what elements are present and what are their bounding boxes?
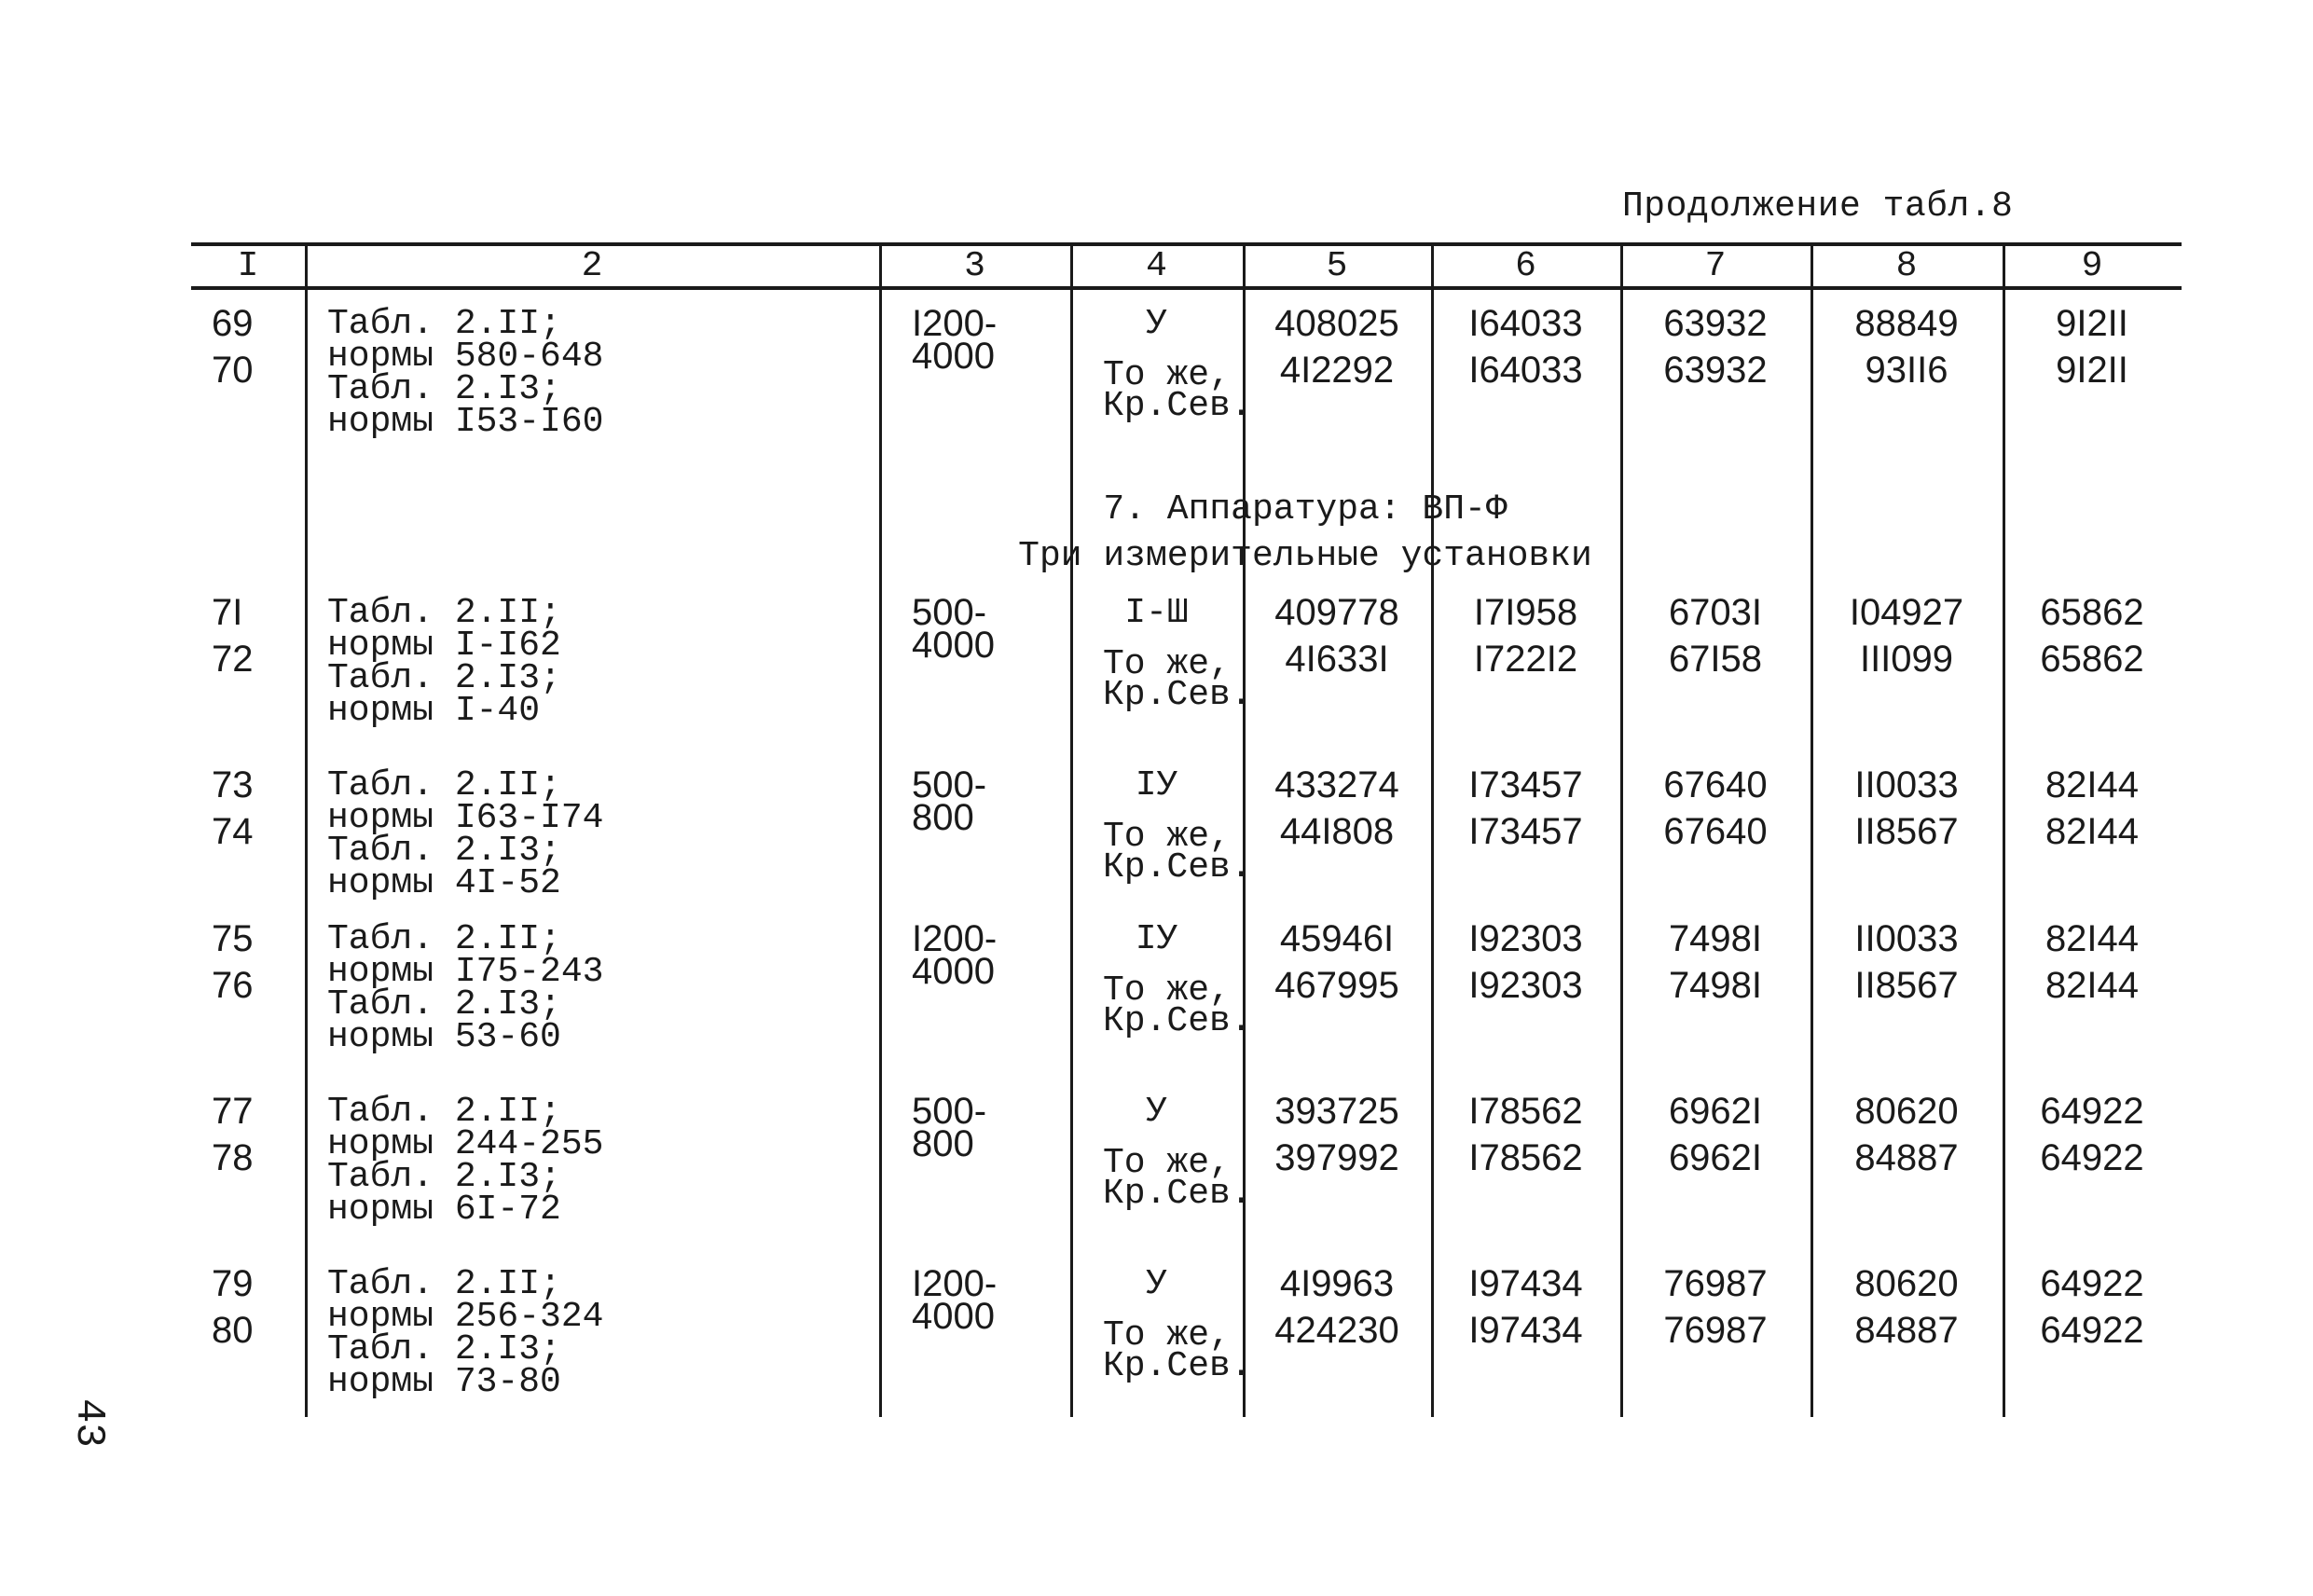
zone-label: То же,: [1103, 1143, 1231, 1183]
section-subtitle: Три измерительные установки: [1018, 536, 1592, 576]
cost-value: I73457: [1468, 811, 1583, 852]
column-divider: [879, 246, 882, 1417]
cost-value: I64033: [1468, 303, 1583, 344]
top-rule: [191, 242, 2182, 246]
cost-value: 6703I: [1668, 592, 1763, 633]
cost-value: 4I9963: [1279, 1263, 1395, 1304]
cost-value: II8567: [1854, 811, 1959, 852]
column-header: 3: [964, 246, 985, 286]
cost-value: I04927: [1849, 592, 1964, 633]
row-number: 7I: [212, 592, 243, 633]
cost-value: I78562: [1468, 1137, 1583, 1178]
cost-value: 84887: [1854, 1137, 1959, 1178]
range-value: 500-: [912, 764, 987, 805]
row-number: 73: [212, 764, 254, 805]
zone-label: То же,: [1103, 970, 1231, 1011]
column-header: 8: [1895, 246, 1918, 286]
cost-value: 409778: [1274, 592, 1399, 633]
column-divider: [1070, 246, 1073, 1417]
range-value: 4000: [912, 951, 995, 992]
norm-reference: нормы 256-324: [327, 1297, 604, 1337]
range-value: I200-: [912, 918, 998, 959]
row-number: 77: [212, 1091, 254, 1132]
cost-value: 64922: [2040, 1091, 2144, 1132]
range-value: I200-: [912, 1263, 998, 1304]
zone-label: То же,: [1103, 817, 1231, 857]
norm-reference: нормы I63-I74: [327, 798, 604, 838]
page-number: 43: [65, 1398, 112, 1448]
cost-value: 433274: [1274, 764, 1399, 805]
norm-reference: Табл. 2.II;: [327, 1264, 561, 1304]
column-header: 4: [1146, 246, 1167, 286]
zone-label: То же,: [1103, 355, 1231, 395]
cost-value: 4I633I: [1285, 639, 1389, 680]
range-value: 800: [912, 797, 974, 838]
cost-value: I78562: [1468, 1091, 1583, 1132]
norm-reference: Табл. 2.II;: [327, 919, 561, 959]
norm-reference: нормы I75-243: [327, 952, 604, 992]
table-caption: Продолжение табл.8: [1622, 186, 2014, 227]
cost-value: 424230: [1274, 1310, 1399, 1351]
cost-value: I722I2: [1473, 639, 1578, 680]
cost-value: 82I44: [2045, 764, 2140, 805]
zone-label: Кр.Сев.: [1103, 1001, 1252, 1041]
norm-reference: Табл. 2.I3;: [327, 831, 561, 871]
cost-value: 64922: [2040, 1137, 2144, 1178]
norm-reference: нормы 53-60: [327, 1017, 561, 1057]
cost-value: 65862: [2040, 592, 2144, 633]
cost-value: I97434: [1468, 1310, 1583, 1351]
cost-value: 80620: [1854, 1091, 1959, 1132]
row-number: 70: [212, 350, 254, 391]
norm-reference: Табл. 2.II;: [327, 593, 561, 633]
row-number: 78: [212, 1137, 254, 1178]
range-value: 500-: [912, 1091, 987, 1132]
cost-value: 76987: [1663, 1263, 1768, 1304]
cost-value: 7498I: [1668, 918, 1763, 959]
zone-label: Кр.Сев.: [1103, 847, 1252, 887]
cost-value: III099: [1859, 639, 1954, 680]
cost-value: 65862: [2040, 639, 2144, 680]
cost-value: 397992: [1274, 1137, 1399, 1178]
cost-value: 80620: [1854, 1263, 1959, 1304]
cost-value: I97434: [1468, 1263, 1583, 1304]
column-divider: [305, 246, 308, 1417]
cost-value: 84887: [1854, 1310, 1959, 1351]
norm-reference: Табл. 2.II;: [327, 304, 561, 344]
section-title: 7. Аппаратура: ВП-Ф: [1103, 489, 1508, 530]
column-header: 5: [1326, 246, 1348, 286]
cost-value: 63932: [1663, 303, 1768, 344]
row-number: 76: [212, 965, 254, 1006]
cost-value: 88849: [1854, 303, 1959, 344]
cost-value: I64033: [1468, 350, 1583, 391]
cost-value: 67I58: [1668, 639, 1763, 680]
zone-label: IУ: [1135, 919, 1178, 959]
zone-label: Кр.Сев.: [1103, 386, 1252, 426]
cost-value: 76987: [1663, 1310, 1768, 1351]
norm-reference: нормы 244-255: [327, 1124, 604, 1164]
norm-reference: нормы 580-648: [327, 337, 604, 377]
cost-value: II0033: [1854, 764, 1959, 805]
range-value: 4000: [912, 336, 995, 377]
norm-reference: Табл. 2.I3;: [327, 1329, 561, 1369]
range-value: 4000: [912, 1296, 995, 1337]
cost-value: 6962I: [1668, 1137, 1763, 1178]
range-value: 4000: [912, 625, 995, 666]
cost-value: 82I44: [2045, 918, 2140, 959]
zone-label: Кр.Сев.: [1103, 1174, 1252, 1214]
zone-label: У: [1146, 304, 1167, 344]
norm-reference: Табл. 2.I3;: [327, 984, 561, 1025]
norm-reference: нормы I53-I60: [327, 402, 604, 442]
row-number: 74: [212, 811, 254, 852]
row-number: 79: [212, 1263, 254, 1304]
norm-reference: Табл. 2.I3;: [327, 658, 561, 698]
zone-label: Кр.Сев.: [1103, 1346, 1252, 1386]
cost-value: 6962I: [1668, 1091, 1763, 1132]
zone-label: То же,: [1103, 644, 1231, 684]
cost-value: 45946I: [1279, 918, 1395, 959]
zone-label: То же,: [1103, 1315, 1231, 1355]
cost-value: 64922: [2040, 1310, 2144, 1351]
cost-value: I92303: [1468, 918, 1583, 959]
column-header: 7: [1704, 246, 1727, 286]
cost-value: 64922: [2040, 1263, 2144, 1304]
norm-reference: Табл. 2.II;: [327, 1092, 561, 1132]
cost-value: 4I2292: [1279, 350, 1395, 391]
column-header: 6: [1515, 246, 1536, 286]
row-number: 72: [212, 639, 254, 680]
range-value: 800: [912, 1123, 974, 1164]
cost-value: 7498I: [1668, 965, 1763, 1006]
zone-label: IУ: [1135, 765, 1178, 805]
cost-value: I7I958: [1473, 592, 1578, 633]
zone-label: У: [1146, 1264, 1167, 1304]
column-header: 2: [581, 246, 603, 286]
cost-value: 467995: [1274, 965, 1399, 1006]
norm-reference: нормы I-I62: [327, 626, 561, 666]
range-value: 500-: [912, 592, 987, 633]
cost-value: 93II6: [1865, 350, 1948, 391]
zone-label: I-Ш: [1124, 593, 1189, 633]
cost-value: 67640: [1663, 764, 1768, 805]
cost-value: 9I2II: [2056, 350, 2128, 391]
cost-value: 63932: [1663, 350, 1768, 391]
cost-value: I92303: [1468, 965, 1583, 1006]
cost-value: I73457: [1468, 764, 1583, 805]
range-value: I200-: [912, 303, 998, 344]
cost-value: 82I44: [2045, 965, 2140, 1006]
norm-reference: Табл. 2.II;: [327, 765, 561, 805]
norm-reference: нормы 6I-72: [327, 1190, 561, 1230]
cost-value: 67640: [1663, 811, 1768, 852]
cost-value: II8567: [1854, 965, 1959, 1006]
column-header: I: [237, 246, 259, 286]
zone-label: Кр.Сев.: [1103, 675, 1252, 715]
norm-reference: Табл. 2.I3;: [327, 369, 561, 409]
cost-value: 393725: [1274, 1091, 1399, 1132]
norm-reference: нормы 4I-52: [327, 863, 561, 903]
zone-label: У: [1146, 1092, 1167, 1132]
row-number: 75: [212, 918, 254, 959]
cost-value: 9I2II: [2056, 303, 2128, 344]
header-rule: [191, 286, 2182, 290]
cost-value: 408025: [1274, 303, 1399, 344]
norm-reference: Табл. 2.I3;: [327, 1157, 561, 1197]
row-number: 80: [212, 1310, 254, 1351]
norm-reference: нормы 73-80: [327, 1362, 561, 1402]
cost-value: II0033: [1854, 918, 1959, 959]
row-number: 69: [212, 303, 254, 344]
cost-value: 44I808: [1279, 811, 1395, 852]
column-header: 9: [2081, 246, 2103, 286]
norm-reference: нормы I-40: [327, 691, 541, 731]
cost-value: 82I44: [2045, 811, 2140, 852]
